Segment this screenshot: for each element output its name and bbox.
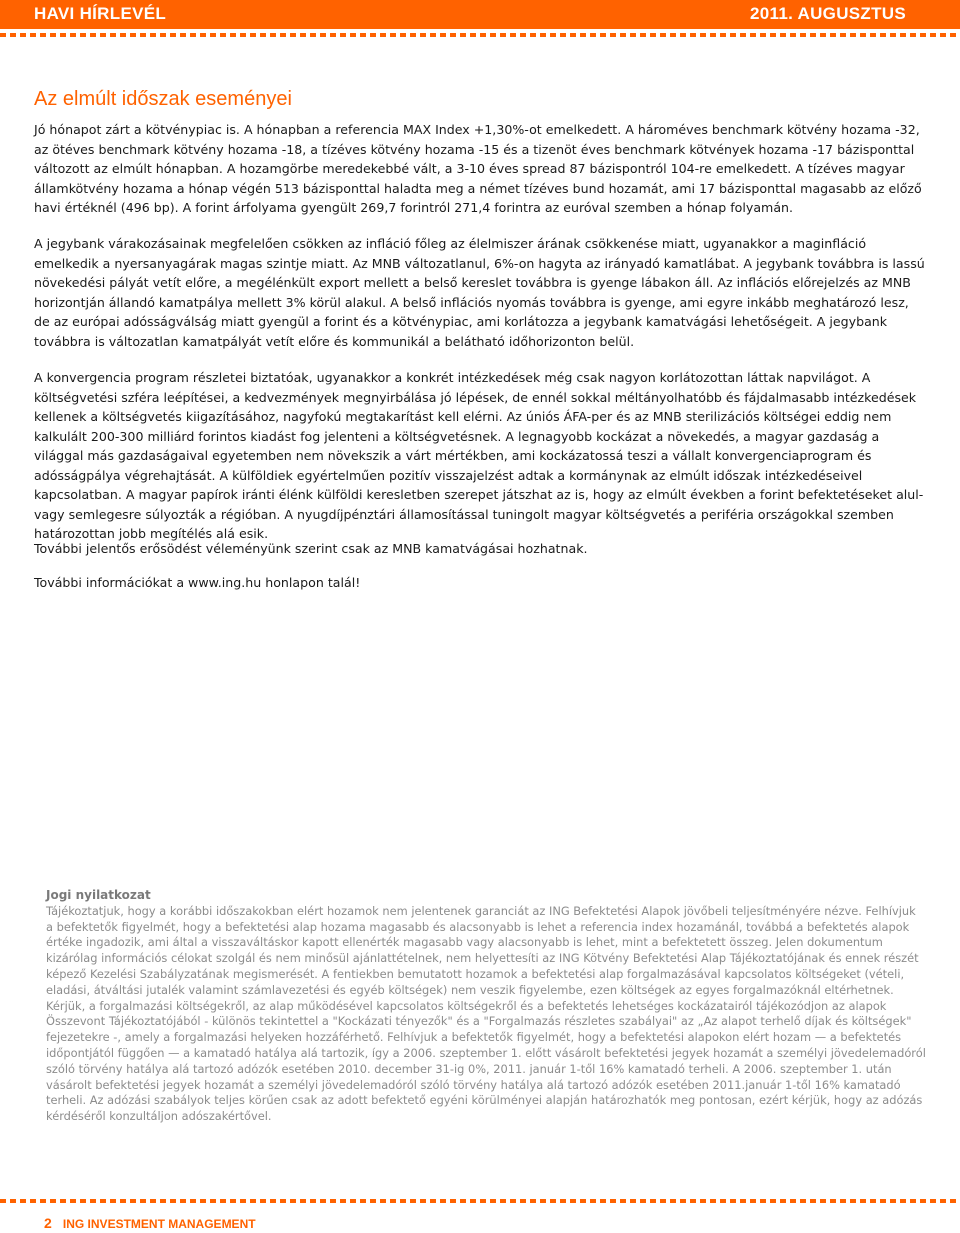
section-title: Az elmúlt időszak eseményei (34, 88, 292, 110)
footer-dashed-divider (0, 1199, 960, 1203)
disclaimer-title: Jogi nyilatkozat (46, 888, 151, 902)
disclaimer-text: Tájékoztatjuk, hogy a korábbi időszakokban elért hozamok nem jelentenek garanciát az ING Befektetési Alapok jövőbeli teljesítményére nézve. Felhívjuk a befektetők figyelmét, hogy a befektetési alap hozama magasabb és alacsonyabb is lehet a referencia index hozamánál, továbbá a befektetés alapok értéke ingadozik, ami által a visszaváltáskor kapott ellenérték magasabb vagy alacsonyabb is lehet, mint a befektetett összeg. Jelen dokumentum kizárólag információs célokat szolgál és nem minősül ajánlattételnek, nem helyettesíti az ING Kötvény Befektetési Alap Tájékoztatójának és ennek részét képező Kezelési Szabályzatának megismerését. A fentiekben bemutatott hozamok a befektetési alap forgalmazásával kapcsolatos költségeket (vételi, eladási, átváltási jutalék valamint számlavezetési és egyéb költségek) nem veszik figyelembe, ezen költségek az egyes forgalmazóknál eltérhetnek. Kérjük, a forgalmazási költségekről, az alap működésével kapcsolatos költségekről és a befektetés lehetséges kockázatairól tájékozódjon az alapok Összevont Tájékoztatójából - különös tekintettel a "Kockázati tényezők" és a "Forgalmazás részletes szabályai" az „Az alapot terhelő díjak és költségek" fejezetekre -, amely a forgalmazási helyeken hozzáférhető. Felhívjuk a befektetők figyelmét, hogy a befektetési alapokon elért hozam — a befektetés időpontjától függően — a kamatadó hatálya alá tartozik, így a 2006. szeptember 1. előtt vásárolt befektetési jegyek hozamát a személyi jövedelemadóról szóló törvény hatálya alá tartozó adózók esetében 2010. december 31-ig 0%, 2011. január 1-től 16% kamatadó terheli. A 2006. szeptember 1. után vásárolt befektetési jegyek hozamát a személyi jövedelemadóról szóló törvény hatálya alá tartozó adózók esetében 2011.január 1-től 16% kamatadó terheli. Az adózási szabályok teljes körűen csak az adott befektető egyéni körülményei alapján határozhatók meg pontosan, ezért kérjük, hogy az adózás kérdéséről konzultáljon adószakértővel. (46, 903, 926, 1124)
newsletter-header-bar (0, 0, 960, 29)
paragraph-central-bank: A jegybank várakozásainak megfelelően csökken az infláció főleg az élelmiszer árának csökkenése miatt, ugyanakkor a maginfláció emelkedik a nyersanyagárak magas szintje miatt. Az MNB változatlanul, 6%-on hagyta az irányadó kamatlábat. A jegybank továbbra is lassú növekedési pályát vetít előre, a megélénkült export mellett a belső kereslet továbbra is gyenge lábakon áll. Az inflációs előrejelzés az MNB horizontján állandó kamatpálya mellett 3% körül alakul. A belső inflációs nyomás továbbra is gyenge, ami egyre inkább meghatározó lesz, de az európai adósságválság miatt gyengül a forint és a kötvénypiac, ami korlátozza a jegybank kamatvágási lehetőségeit. A jegybank továbbra is változatlan kamatpályát vetít előre és kommunikál a belátható időhorizonton belül. (34, 236, 925, 349)
paragraph-more-info: További információkat a www.ing.hu honlapon talál! (34, 575, 361, 590)
header-dashed-divider (0, 33, 960, 37)
paragraph-bond-market: Jó hónapot zárt a kötvénypiac is. A hónapban a referencia MAX Index +1,30%-ot emelkedett. A hároméves benchmark kötvény hozama -32, az ötéves benchmark kötvény hozama -18, a tízéves kötvény hozama -15 és a tizenöt éves benchmark kötvények hozama -17 bázisponttal változott az elmúlt hónapban. A hozamgörbe meredekebbé vált, a 3-10 éves spread 87 bázispontról 104-re emelkedett. A tízéves magyar államkötvény hozama a hónap végén 513 bázisponttal haladta meg a német tízéves bund hozamát, ami 17 bázisponttal magasabb az előző havi értéknél (496 bp). A forint árfolyama gyengült 269,7 forintról 271,4 forintra az euróval szemben a hónap folyamán. (34, 122, 922, 215)
page-footer (44, 1213, 256, 1232)
page-number: 2 (44, 1215, 52, 1231)
issue-date: 2011. AUGUSZTUS (750, 4, 906, 23)
footer-brand: ING INVESTMENT MANAGEMENT (62, 1217, 256, 1231)
paragraph-outlook: További jelentős erősödést véleményünk szerint csak az MNB kamatvágásai hozhatnak. (34, 541, 588, 556)
legal-disclaimer (46, 888, 926, 1125)
paragraph-convergence-program: A konvergencia program részletei biztatóak, ugyanakkor a konkrét intézkedések még csak nagyon korlátozottan láttak napvilágot. A költségvetési szféra leépítései, a kedvezmények megnyirbálása jó lépések, de ennél sokkal méltányolhatóbb és fájdalmasabb intézkedések kellenek a költségvetés kiigazításához, nagyfokú megtakarítást kell elérni. Az úniós ÁFA-per és az MNB sterilizációs költségei eddig nem kalkulált 200-300 milliárd forintos kiadást fog jelenteni a költségvetésnek. A legnagyobb kockázat a növekedés, a magyar gazdaság a világgal más gazdaságaival egyetemben nem növekszik a várt mértékben, ami kockázatossá teszi a vállalt konvergenciaprogram és adósságpálya végrehajtását. A külföldiek egyértelműen pozitív visszajelzést adtak a kormánynak az elmúlt időszak intézkedéseivel kapcsolatban. A magyar papírok iránti élénk külföldi keresletben szerepet játszhat az is, hogy az elmúlt években a forint befektetéseket alul- vagy semlegesre súlyozták a régióban. A nyugdíjpénztári államosítással tuningolt magyar költségvetés a periféria országokkal szemben határozottan jobb megítélés alá esik. (34, 370, 924, 541)
newsletter-title: HAVI HÍRLEVÉL (34, 4, 167, 23)
